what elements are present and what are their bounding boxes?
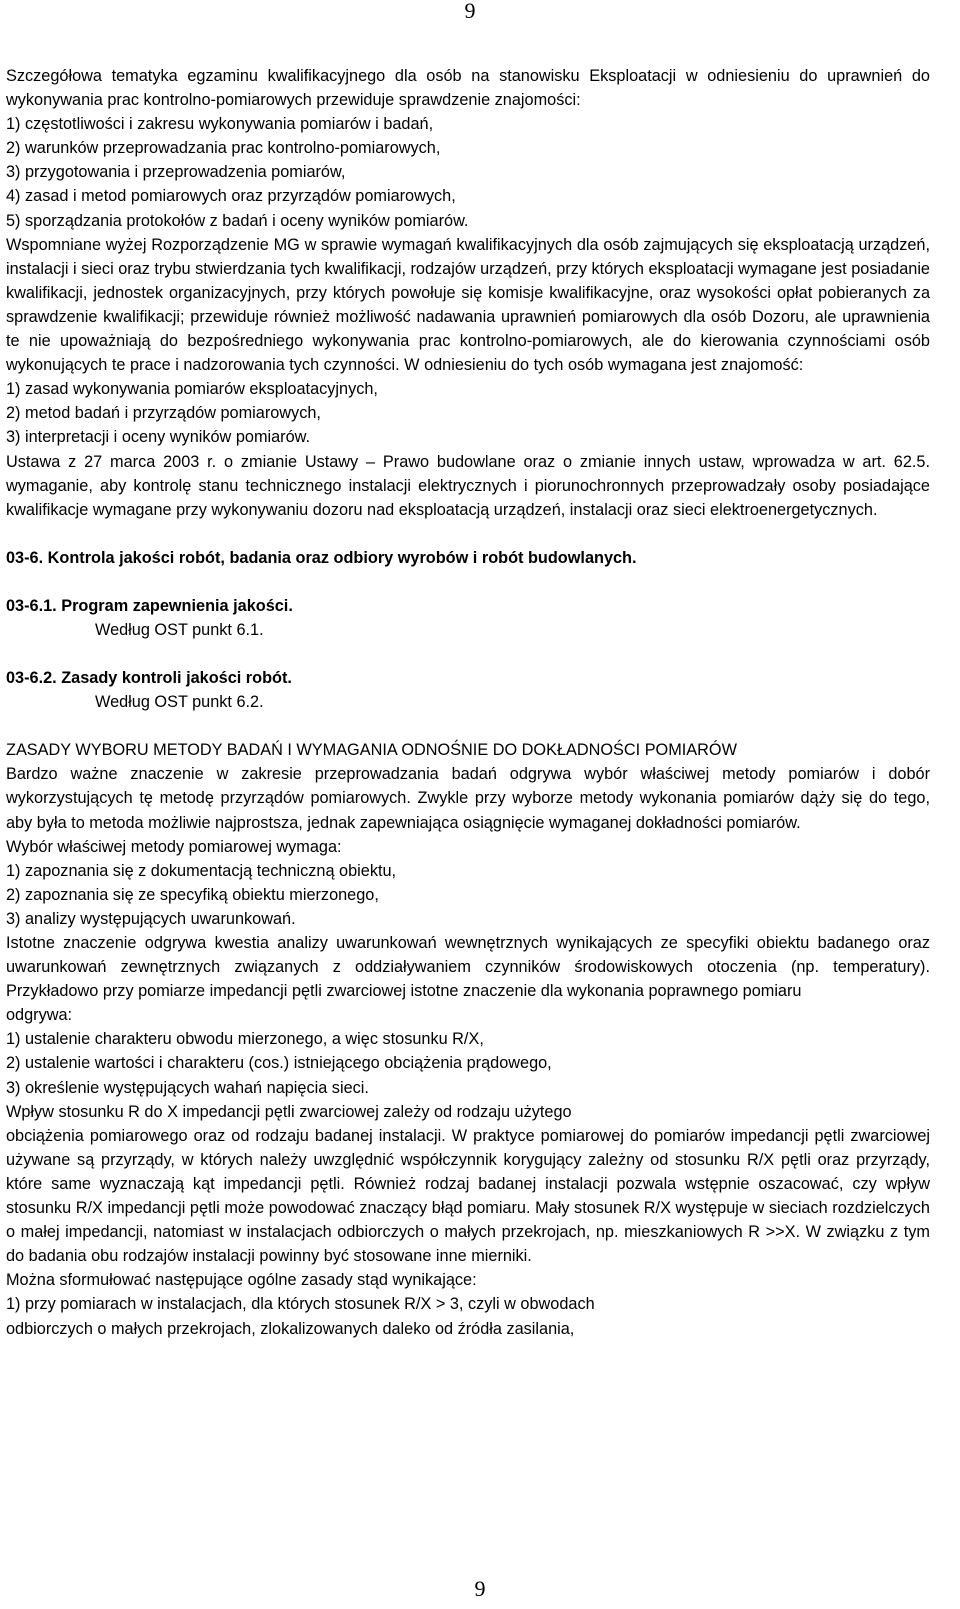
zasady-paragraph-7a: 1) przy pomiarach w instalacjach, dla których stosunek R/X > 3, czyli w obwodach: [6, 1295, 595, 1314]
intro-item-2: 2) warunków przeprowadzania prac kontrolno-pomiarowych,: [6, 139, 441, 158]
page-content: [6, 64, 930, 1341]
rozporzadzenie-paragraph: Wspomniane wyżej Rozporządzenie MG w sprawie wymagań kwalifikacyjnych dla osób zajmujących się eksploatacją urządzeń, instalacji i sieci oraz trybu stwierdzania tych kwalifikacji, rodzajów urządzeń, przy których eksploatacji wymagane jest posiadanie kwalifikacji, jednostek organizacyjnych, przy których powołuje się komisje kwalifikacyjne, oraz wysokości opłat pobieranych za sprawdzenie kwalifikacji; przewiduje również możliwość nadawania uprawnień pomiarowych dla osób Dozoru, ale uprawnienia te nie upoważniają do bezpośredniego wykonywania prac kontrolno-pomiarowych, ale do kierowania czynnościami osób wykonujących te prace i nadzorowania tych czynności. W odniesieniu do tych osób wymagana jest znajomość:: [6, 235, 930, 375]
page-number-bottom: 9: [474, 1576, 486, 1601]
section-03-6-heading: 03-6. Kontrola jakości robót, badania oraz odbiory wyrobów i robót budowlanych.: [6, 548, 637, 567]
rozporzadzenie-item-2: 2) metod badań i przyrządów pomiarowych,: [6, 404, 321, 423]
zasady-paragraph-5a: Wpływ stosunku R do X impedancji pętli zwarciowej zależy od rodzaju użytego: [6, 1102, 572, 1121]
zasady-list2-item-1: 1) ustalenie charakteru obwodu mierzonego, a więc stosunku R/X,: [6, 1030, 484, 1049]
zasady-paragraph-4: odgrywa:: [6, 1006, 73, 1025]
zasady-paragraph-1: Bardzo ważne znaczenie w zakresie przeprowadzania badań odgrywa wybór właściwej metody pomiarów i dobór wykorzystujących tę metodę przyrządów pomiarowych. Zwykle przy wyborze metody wykonania pomiarów dąży się do tego, aby była to metoda możliwie najprostsza, jednak zapewniająca osiągnięcie wymaganej dokładności pomiarów.: [6, 765, 930, 832]
intro-paragraph: Szczegółowa tematyka egzaminu kwalifikacyjnego dla osób na stanowisku Eksploatacji w odniesieniu do uprawnień do wykonywania prac kontrolno-pomiarowych przewiduje sprawdzenie znajomości:: [6, 67, 930, 110]
zasady-paragraph-6: Można sformułować następujące ogólne zasady stąd wynikające:: [6, 1271, 477, 1290]
zasady-paragraph-3: Istotne znaczenie odgrywa kwestia analizy uwarunkowań wewnętrznych wynikających ze specyfiki obiektu badanego oraz uwarunkowań zewnętrznych związanych z oddziaływaniem czynników środowiskowych otoczenia (np. temperatury). Przykładowo przy pomiarze impedancji pętli zwarciowej istotne znaczenie dla wykonania poprawnego pomiaru: [6, 934, 930, 1001]
page-number-top: 9: [464, 0, 476, 23]
section-03-6-2-heading: 03-6.2. Zasady kontroli jakości robót.: [6, 669, 292, 688]
zasady-list1-item-1: 1) zapoznania się z dokumentacją techniczną obiektu,: [6, 861, 397, 880]
intro-item-5: 5) sporządzania protokołów z badań i oceny wyników pomiarów.: [6, 211, 469, 230]
zasady-list2-item-3: 3) określenie występujących wahań napięcia sieci.: [6, 1078, 369, 1097]
section-03-6-2-ref: Według OST punkt 6.2.: [95, 693, 264, 712]
rozporzadzenie-item-1: 1) zasad wykonywania pomiarów eksploatacyjnych,: [6, 380, 378, 399]
rozporzadzenie-item-3: 3) interpretacji i oceny wyników pomiarów.: [6, 428, 311, 447]
intro-item-3: 3) przygotowania i przeprowadzenia pomiarów,: [6, 163, 346, 182]
section-03-6-1-heading: 03-6.1. Program zapewnienia jakości.: [6, 596, 293, 615]
zasady-list1-item-3: 3) analizy występujących uwarunkowań.: [6, 909, 296, 928]
intro-item-4: 4) zasad i metod pomiarowych oraz przyrządów pomiarowych,: [6, 187, 456, 206]
zasady-paragraph-7b: odbiorczych o małych przekrojach, zlokalizowanych daleko od źródła zasilania,: [6, 1319, 575, 1338]
intro-item-1: 1) częstotliwości i zakresu wykonywania pomiarów i badań,: [6, 115, 434, 134]
zasady-paragraph-5b: obciążenia pomiarowego oraz od rodzaju badanej instalacji. W praktyce pomiarowej do pomiarów impedancji pętli zwarciowej używane są przyrządy, w których należy uwzględnić współczynnik korygujący zależny od stosunku R/X pętli oraz przyrządy, które same wyznaczają kąt impedancji pętli. Również rodzaj badanej instalacji pozwala wstępnie oszacować, czy wpływ stosunku R/X impedancji pętli może powodować znaczący błąd pomiaru. Mały stosunek R/X występuje w sieciach rozdzielczych o małej impedancji, natomiast w instalacjach odbiorczych o małych przekrojach, np. mieszkaniowych R >>X. W związku z tym do badania obu rodzajów instalacji powinny być stosowane inne mierniki.: [6, 1126, 930, 1266]
section-03-6-1-ref: Według OST punkt 6.1.: [95, 620, 264, 639]
zasady-title: ZASADY WYBORU METODY BADAŃ I WYMAGANIA ODNOŚNIE DO DOKŁADNOŚCI POMIARÓW: [6, 741, 737, 760]
zasady-list2-item-2: 2) ustalenie wartości i charakteru (cos.) istniejącego obciążenia prądowego,: [6, 1054, 552, 1073]
ustawa-paragraph: Ustawa z 27 marca 2003 r. o zmianie Ustawy – Prawo budowlane oraz o zmianie innych ustaw, wprowadza w art. 62.5. wymaganie, aby kontrolę stanu technicznego instalacji elektrycznych i piorunochronnych przeprowadzały osoby posiadające kwalifikacje wymagane przy wykonywaniu dozoru nad eksploatacją urządzeń, instalacji oraz sieci elektroenergetycznych.: [6, 452, 930, 519]
zasady-list1-item-2: 2) zapoznania się ze specyfiką obiektu mierzonego,: [6, 885, 379, 904]
zasady-paragraph-2: Wybór właściwej metody pomiarowej wymaga:: [6, 837, 342, 856]
